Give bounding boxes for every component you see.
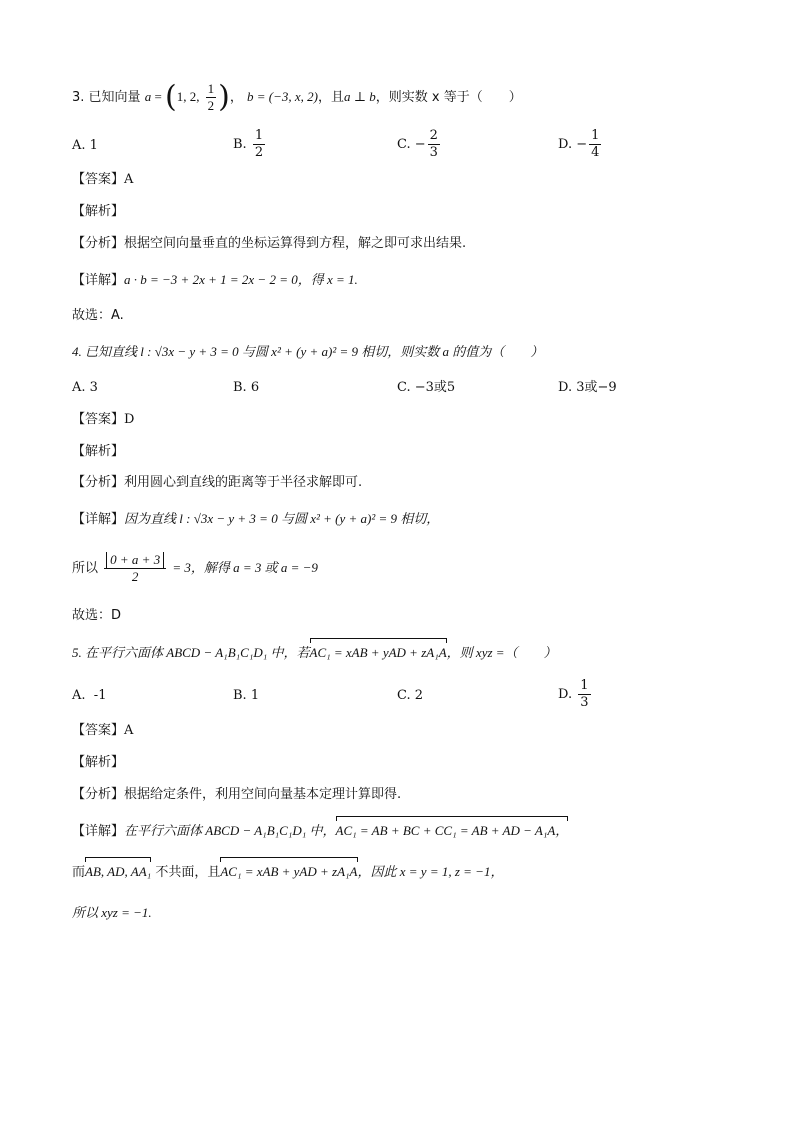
q3-vector-a: a bbox=[144, 89, 152, 104]
q5-suoyi: 所以 xyz = −1. bbox=[72, 905, 152, 920]
q3-vector-a-values: 1, 2, bbox=[176, 89, 200, 104]
q4-option-c: C. −3或5 bbox=[397, 380, 456, 395]
q3-option-b: B. $\frac{1}{2}$ bbox=[233, 128, 264, 160]
q3-perp: a ⊥ b bbox=[344, 89, 376, 104]
q5-option-a: A. -1 bbox=[72, 688, 107, 703]
q3-option-a: A. 1 bbox=[72, 138, 98, 153]
q3-stem-suffix: ，则实数 x 等于（ ） bbox=[375, 90, 522, 105]
q4-fenxi: 【分析】利用圆心到直线的距离等于半径求解即可. bbox=[72, 475, 363, 490]
q3-xiangjie: 【详解】a · b = −3 + 2x + 1 = 2x − 2 = 0，得 x = 1. bbox=[72, 272, 358, 288]
q3-answer: 【答案】A bbox=[72, 172, 134, 187]
q4-answer: 【答案】D bbox=[72, 412, 135, 427]
q3-option-d: D. − $\frac{1}{4}$ bbox=[558, 128, 600, 160]
q3-half-fraction: $\frac{1}{2}$ bbox=[207, 81, 215, 113]
q3-stem: 3. 已知向量 a = (1, 2, $\frac{1}{2}$ )， b = (−3, x, 2)，且a ⊥ b，则实数 x 等于（ ） bbox=[72, 79, 522, 115]
q5-analysis-tag: 【解析】 bbox=[72, 755, 125, 770]
q5-answer: 【答案】A bbox=[72, 723, 134, 738]
q5-option-c: C. 2 bbox=[397, 688, 424, 703]
q3-stem-prefix: 3. 已知向量 bbox=[72, 90, 141, 105]
q4-xiangjie: 【详解】因为直线 l : √3x − y + 3 = 0 与圆 x² + (y + a)² = 9 相切， bbox=[72, 511, 440, 527]
q5-stem-equation: AC₁ = xAB + yAD + zA₁A bbox=[310, 643, 447, 663]
q4-option-a: A. 3 bbox=[72, 380, 98, 395]
q5-stem: 5. 在平行六面体 ABCD − A₁B₁C₁D₁ 中，若AC₁ = xAB + yAD + zA₁A，则 xyz =（ ） bbox=[72, 643, 557, 664]
q5-fenxi: 【分析】根据给定条件，利用空间向量基本定理计算即得. bbox=[72, 787, 402, 802]
q5-option-d: D. $\frac{1}{3}$ bbox=[558, 678, 589, 710]
q4-option-b: B. 6 bbox=[233, 380, 260, 395]
q4-stem: 4. 已知直线 l : √3x − y + 3 = 0 与圆 x² + (y + a)² = 9 相切，则实数 a 的值为（ ） bbox=[72, 344, 544, 359]
q4-analysis-tag: 【解析】 bbox=[72, 444, 125, 459]
q3-analysis-tag: 【解析】 bbox=[72, 204, 125, 219]
q4-conclusion: 故选：D bbox=[72, 608, 122, 623]
q3-option-c: C. − $\frac{2}{3}$ bbox=[397, 128, 438, 160]
q5-er: 而AB, AD, AA₁ 不共面，且AC₁ = xAB + yAD + zA₁A，因此 x = y = 1, z = −1， bbox=[72, 864, 504, 880]
q3-conclusion: 故选：A. bbox=[72, 308, 124, 323]
q4-suoyi: 所以 $\frac{0 + a + 3}{2}$ = 3，解得 a = 3 或 a = −9 bbox=[72, 552, 318, 584]
q3-vector-b: b = (−3, x, 2) bbox=[247, 89, 318, 104]
q5-xiangjie: 【详解】在平行六面体 ABCD − A₁B₁C₁D₁ 中，AC₁ = AB + BC + CC₁ = AB + AD − A₁A， bbox=[72, 823, 569, 839]
q3-fenxi: 【分析】根据空间向量垂直的坐标运算得到方程，解之即可求出结果. bbox=[72, 236, 467, 251]
q5-option-b: B. 1 bbox=[233, 688, 260, 703]
q3-condition: ，且 bbox=[318, 90, 345, 105]
q4-option-d: D. 3或−9 bbox=[558, 380, 617, 395]
